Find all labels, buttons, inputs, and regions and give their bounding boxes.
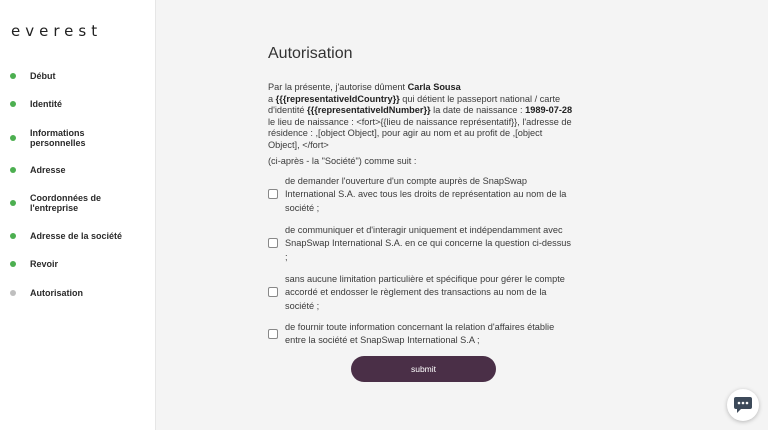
authorization-option [268,321,578,348]
sidebar-item-label: Coordonnées de l'entreprise [30,193,102,213]
sidebar-item-informations-personnelles[interactable] [10,128,126,148]
statement-text: Par la présente, j'autorise dûment [268,82,408,92]
everest-logo: everest [11,22,103,40]
option-text: de demander l'ouverture d'un compte auprès de SnapSwap International S.A. avec tous les droits de représentation au nom de la société ; [285,176,567,213]
option-checkbox[interactable] [268,238,278,248]
sidebar [0,0,156,430]
sidebar-item-label: Revoir [30,259,59,269]
sidebar-item-adresse-societe[interactable] [10,231,126,241]
option-text: de fournir toute information concernant la relation d'affaires établie entre la société et SnapSwap International S.A ; [285,322,555,346]
statement-text: qui détient le passeport national / carte d'identité [268,93,561,116]
sidebar-item-coordonnees-entreprise[interactable] [10,193,126,213]
authorization-option [268,273,578,313]
sidebar-item-autorisation[interactable] [10,288,126,298]
authorization-statement [268,82,573,152]
date-of-birth: 1989-07-28 [525,105,573,116]
option-checkbox[interactable] [268,329,278,339]
step-pending-icon [10,290,16,296]
option-checkbox[interactable] [268,189,278,199]
sidebar-item-adresse[interactable] [10,165,126,175]
step-complete-icon [10,73,16,79]
sidebar-item-label: Informations personnelles [30,128,86,148]
option-checkbox[interactable] [268,287,278,297]
step-complete-icon [10,135,16,141]
main-content [157,0,768,430]
chat-button[interactable] [727,389,759,421]
authorization-option [268,175,578,215]
representative-id-number: {{{representativeIdNumber}} [307,105,431,116]
step-complete-icon [10,200,16,206]
suite-label: (ci-après - la "Société") comme suit : [268,156,417,166]
step-complete-icon [10,167,16,173]
chat-bubble-icon [733,396,753,414]
statement-text: le lieu de naissance : <fort>{{lieu de naissance représentatif}}, l'adresse de résidence : ,[object Object], pour agir au nom et au profit de ,[object Object], </fort> [268,116,572,150]
sidebar-item-label: Début [30,71,56,81]
representative-name: Carla Sousa [407,82,461,92]
statement-text: la date de naissance : [430,105,526,116]
sidebar-item-label: Adresse [30,165,66,175]
submit-button[interactable]: submit [351,356,496,382]
statement-text: a [268,93,276,104]
step-complete-icon [10,261,16,267]
sidebar-item-label: Identité [30,99,63,109]
sidebar-item-label: Autorisation [30,288,83,298]
page-title: Autorisation [268,45,353,62]
sidebar-item-revoir[interactable] [10,259,126,269]
option-text: de communiquer et d'interagir uniquement et indépendamment avec SnapSwap International S.A. en ce qui concerne la question ci-dessus ; [285,225,572,262]
representative-id-country: {{{representativeIdCountry}} [275,93,400,104]
step-complete-icon [10,233,16,239]
sidebar-item-identite[interactable] [10,99,126,109]
sidebar-item-debut[interactable] [10,71,126,81]
authorization-option [268,224,578,264]
step-complete-icon [10,101,16,107]
option-text: sans aucune limitation particulière et spécifique pour gérer le compte accordé et endosser le règlement des transactions au nom de la société ; [285,274,565,311]
sidebar-item-label: Adresse de la société [30,231,123,241]
